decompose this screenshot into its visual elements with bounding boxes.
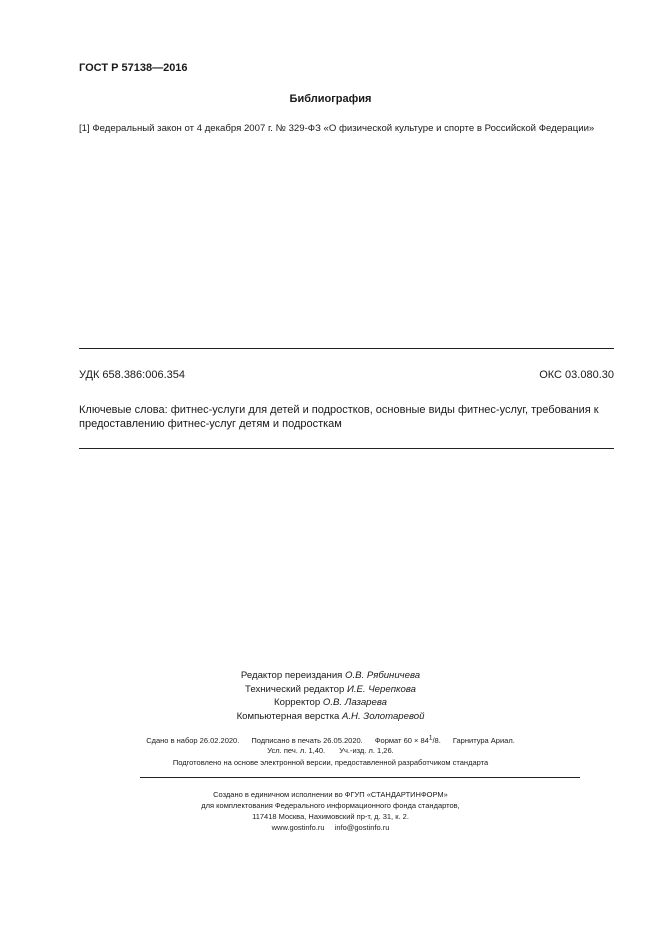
credit-layout: Компьютерная верстка А.Н. Золотаревой	[236, 710, 425, 722]
bibliography-item-text: Федеральный закон от 4 декабря 2007 г. № 329-ФЗ «О физической культуре и спорте в Российской Федерации»	[92, 123, 595, 134]
publisher-block	[0, 789, 661, 833]
publisher-contacts	[0, 822, 661, 833]
credit-editor: Редактор переиздания О.В. Рябиничева	[240, 670, 421, 681]
document-header: ГОСТ Р 57138—2016	[79, 62, 188, 74]
publisher-line1: Создано в единичном исполнении во ФГУП «СТАНДАРТИНФОРМ»	[213, 790, 448, 799]
paper-format: Формат $60 \times 84^1/8$.	[374, 734, 441, 745]
print-sheets: Усл. печ. л. 1,40.	[267, 746, 326, 755]
publisher-address: 117418 Москва, Нахимовский пр-т, д. 31, к. 2.	[252, 812, 409, 821]
publishing-sheets: Уч.-изд. л. 1,26.	[339, 746, 394, 755]
publisher-line2: для комплектования Федерального информационного фонда стандартов,	[201, 801, 460, 810]
submitted-date: Сдано в набор 26.02.2020.	[146, 735, 240, 745]
divider-top	[79, 348, 614, 349]
email-link[interactable]: info@gostinfo.ru	[334, 823, 390, 832]
signed-date: Подписано в печать 26.05.2020.	[251, 735, 363, 745]
oks-code: ОКС 03.080.30	[539, 369, 614, 381]
typeface: Гарнитура Ариал.	[452, 735, 515, 745]
website-link[interactable]: www.gostinfo.ru	[271, 823, 325, 832]
divider-publisher	[140, 777, 580, 778]
print-details-line2	[0, 746, 661, 755]
credits-block	[0, 669, 661, 723]
udk-code: УДК 658.386:006.354	[79, 369, 185, 381]
print-details-line1	[0, 734, 661, 745]
credit-tech-editor: Технический редактор И.Е. Черепкова	[245, 683, 416, 695]
bibliography-item	[79, 123, 594, 134]
bibliography-item-number: [1]	[79, 123, 90, 134]
divider-bottom	[79, 448, 614, 449]
bibliography-title: Библиография	[289, 93, 372, 105]
keywords: Ключевые слова: фитнес-услуги для детей и подростков, основные виды фитнес-услуг, требования к предоставлению фитнес-услуг детям и подросткам	[79, 404, 599, 430]
print-note: Подготовлено на основе электронной версии, предоставленной разработчиком стандарта	[172, 758, 489, 767]
credit-proofreader: Корректор О.В. Лазарева	[274, 697, 387, 708]
